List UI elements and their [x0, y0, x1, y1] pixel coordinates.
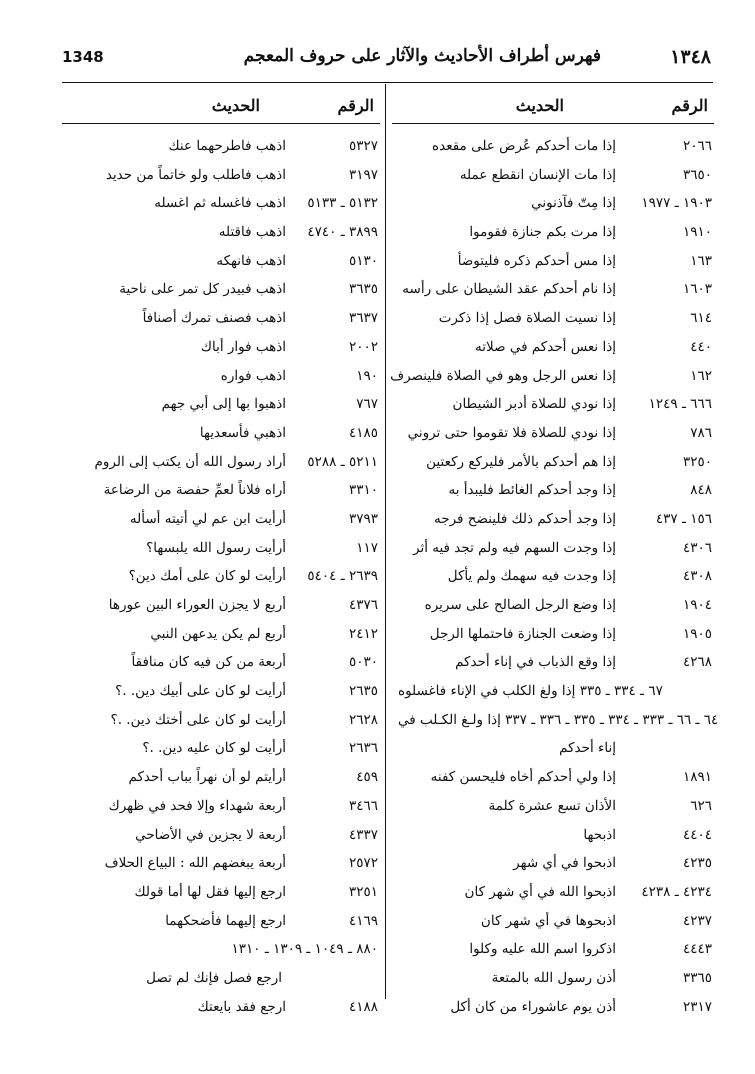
entry-number: ٢٤١٢: [348, 625, 378, 642]
entry-text: أراه فلاناً لعمِّ حفصة من الرضاعة: [103, 482, 286, 499]
entry-text: أذن رسول الله بالمتعة: [491, 969, 616, 986]
entry-number: ٣١٩٧: [348, 166, 378, 183]
entry-text: إذا مات الإنسان انقطع عمله: [459, 166, 616, 183]
entry-number: ٤٥٩: [356, 769, 378, 786]
index-entry: [62, 909, 380, 938]
index-entry: [392, 937, 714, 966]
entry-text: إذا ولي أحدكم أخاه فليحسن كفنه: [430, 769, 616, 786]
entry-number: ٢٦٣٦: [348, 740, 378, 757]
entry-number: ٥٣٢٧: [348, 138, 378, 154]
page-header: [62, 44, 711, 80]
entry-number: ١٦٢: [690, 367, 712, 384]
index-entry: [392, 650, 714, 679]
entry-text: ٦٧ ـ ٣٣٤ ـ ٣٣٥ إذا ولغ الكلب في الإناء فاغسلوه: [398, 683, 663, 700]
index-entry: [62, 392, 380, 421]
entry-text: الأذان تسع عشرة كلمة: [488, 797, 616, 814]
index-entry: [392, 507, 714, 536]
page-number-arabic: ١٣٤٨: [670, 46, 711, 68]
entry-text: أرأيتم لو أن نهراً بباب أحدكم: [128, 769, 286, 786]
entry-text: أرأيت لو كان عليه دين. .؟: [142, 740, 286, 757]
index-entry: [392, 823, 714, 852]
entry-number: ٥٢١١ ـ ٥٢٨٨: [307, 453, 378, 470]
entry-text: اذبحوها في أي شهر كان: [480, 912, 616, 929]
index-entry: [392, 966, 714, 995]
page-number-latin: 1348: [62, 48, 104, 66]
number-header: الرقم: [337, 96, 374, 115]
entry-number: ٣٣١٠: [348, 482, 378, 499]
entry-number: ٥٠٣٠: [348, 654, 378, 671]
entry-text: إذا مرت بكم جنازة فقوموا: [469, 224, 616, 241]
index-entry: [62, 765, 380, 794]
index-entry: [392, 163, 714, 192]
entry-text: اذهب فاطلب ولو خاتماً من حديد: [105, 166, 286, 183]
entry-text: إذا نام أحدكم عقد الشيطان على رأسه: [402, 281, 616, 298]
entry-number: ٧٨٦: [690, 424, 712, 441]
entry-number: ١١٧: [356, 539, 378, 556]
index-entry: [62, 478, 380, 507]
index-entry: [62, 708, 380, 737]
entry-list: [62, 134, 380, 1023]
index-entry: [62, 679, 380, 708]
index-entry: [62, 450, 380, 479]
entry-text: أربع لا يجزن العوراء البين عورها: [108, 597, 286, 613]
entry-number: ٢٦٣٩ ـ ٥٤٠٤: [307, 568, 378, 585]
entry-number: ٧٦٧: [356, 396, 378, 413]
entry-number: ٣٢٥٠: [682, 453, 712, 470]
index-entry: [62, 995, 380, 1024]
index-entry: [392, 277, 714, 306]
entry-number: ٢٠٦٦: [682, 138, 712, 154]
entry-number: ١٥٦ ـ ٤٣٧: [655, 510, 712, 527]
entry-text: اذبحها: [583, 826, 616, 843]
entry-text: أرأيت لو كان على أختك دين. .؟: [110, 711, 286, 728]
entry-number: ١٩٠٣ ـ ١٩٧٧: [641, 195, 712, 212]
index-entry: [392, 450, 714, 479]
entry-list: [390, 134, 719, 1023]
index-entry: [62, 937, 380, 966]
entry-number: ٤٣٠٨: [682, 568, 712, 585]
entry-number: ٥١٣٢ ـ ٥١٣٣: [307, 195, 378, 212]
entry-text: اذهبي فأسعديها: [199, 424, 286, 441]
header-underline: [392, 123, 714, 124]
hadith-header: الحديث: [211, 96, 260, 115]
index-entry: [392, 335, 714, 364]
index-entry: [392, 306, 714, 335]
index-entry: [392, 364, 714, 393]
entry-number: ٣٢٥١: [348, 883, 378, 900]
entry-text: إذا وقع الذباب في إناء أحدكم: [455, 654, 616, 671]
entry-text: اذهب فانهكه: [216, 252, 286, 269]
index-entry: [392, 880, 714, 909]
entry-text: إذا نسيت الصلاة فصل إذا ذكرت: [438, 310, 616, 327]
index-entry: [392, 249, 714, 278]
index-entry: [392, 679, 714, 708]
entry-number: ٥١٣٠: [348, 252, 378, 269]
entry-text: أراد رسول الله أن يكتب إلى الروم: [94, 453, 286, 470]
entry-text: اذهب فاغسله ثم اغسله: [154, 195, 286, 212]
index-entry: [392, 995, 714, 1024]
index-entry: [392, 220, 714, 249]
right-column: [390, 90, 719, 1023]
index-entry: [62, 507, 380, 536]
entry-text: أرأيت لو كان على أمك دين؟: [128, 568, 286, 585]
entry-number: ٢٥٧٢: [348, 855, 378, 872]
entry-text: أربع لم يكن يدعهن النبي: [150, 625, 286, 642]
entry-number: ١٩٠٥: [682, 625, 712, 642]
entry-text: ارجع إليهما فأضحكهما: [165, 912, 286, 929]
entry-text: اذبحوا الله في أي شهر كان: [464, 883, 616, 900]
index-entry: [392, 421, 714, 450]
entry-number: ٤٤٠٤: [682, 826, 712, 843]
header-rule: [62, 82, 713, 83]
index-entry: [62, 191, 380, 220]
left-column: [62, 90, 380, 1023]
entry-text: أذن يوم عاشوراء من كان أكل: [450, 998, 616, 1015]
index-entry: [62, 335, 380, 364]
entry-number: ٣٦٣٧: [348, 310, 378, 327]
index-entry: [62, 421, 380, 450]
entry-text: إذا نودي للصلاة أدبر الشيطان: [452, 396, 616, 413]
entry-text: أربعة من كن فيه كان منافقاً: [131, 654, 286, 671]
column-header: [62, 90, 380, 124]
entry-text: إذا نعس الرجل وهو في الصلاة فلينصرف: [390, 367, 616, 384]
header-underline: [62, 123, 380, 124]
number-header: الرقم: [671, 96, 708, 115]
entry-text: اذهب فوار أباك: [200, 338, 286, 355]
entry-number: ٤٢٦٨: [682, 654, 712, 671]
index-entry: [62, 851, 380, 880]
entry-number: ٤٣٧٦: [348, 597, 378, 613]
column-divider: [385, 84, 386, 999]
index-entry: [62, 364, 380, 393]
entry-number: ٣٦٣٥: [348, 281, 378, 298]
entry-text: إذا نعس أحدكم في صلاته: [475, 338, 616, 355]
index-entry: [392, 191, 714, 220]
entry-number: ٦١٤: [690, 310, 712, 327]
entry-number: ٢٣١٧: [682, 998, 712, 1015]
entry-number: ٤٢٣٥: [682, 855, 712, 872]
index-entry: [392, 708, 719, 737]
entry-text: ارجع فصل فإنك لم تصل: [146, 969, 282, 986]
entry-number: ٤١٨٨: [348, 998, 378, 1015]
index-entry: [62, 823, 380, 852]
entry-number: ٤٣٣٧: [348, 826, 378, 843]
entry-number: ٨٤٨: [690, 482, 712, 499]
entry-number: ٣٣٦٥: [682, 969, 712, 986]
entry-text: أرأيت رسول الله يلبسها؟: [146, 539, 286, 556]
entry-text: أرأيت لو كان على أبيك دين. .؟: [115, 683, 286, 700]
index-entry: [62, 966, 380, 995]
index-entry: [62, 736, 380, 765]
index-entry: [392, 478, 714, 507]
entry-number: ٣٤٦٦: [348, 797, 378, 814]
index-entry: [392, 851, 714, 880]
index-entry: [62, 564, 380, 593]
entry-number: ٣٧٩٣: [348, 510, 378, 527]
entry-text: اذهب فبيدر كل تمر على ناحية: [119, 281, 286, 298]
entry-text: إناء أحدكم: [559, 740, 616, 757]
index-entry: [392, 536, 714, 565]
entry-text: ارجع إليها فقل لها أما قولك: [134, 883, 286, 900]
index-entry: [62, 880, 380, 909]
entry-number: ١٩٠٤: [682, 597, 712, 613]
entry-number: ٤١٨٥: [348, 424, 378, 441]
entry-text: اذهبوا بها إلى أبي جهم: [161, 396, 286, 413]
entry-text: أربعة شهداء وإلا فحد في ظهرك: [108, 797, 286, 814]
index-entry: [392, 564, 714, 593]
index-entry: [62, 650, 380, 679]
entry-number: ٦٦٦ ـ ١٢٤٩: [648, 396, 712, 413]
entry-text: اذبحوا في أي شهر: [513, 855, 616, 872]
entry-text: إذا مس أحدكم ذكره فليتوضأ: [457, 252, 616, 269]
index-entry: [62, 622, 380, 651]
entry-number: ٣٦٥٠: [682, 166, 712, 183]
entry-text: إذا وجد أحدكم الغائط فليبدأ به: [448, 482, 616, 499]
entry-text: اذكروا اسم الله عليه وكلوا: [469, 941, 616, 958]
hadith-header: الحديث: [515, 96, 564, 115]
entry-text: اذهب فاقتله: [218, 224, 286, 241]
entry-number: ٢٠٠٢: [348, 338, 378, 355]
entry-text: إذا وجدت فيه سهمك ولم يأكل: [447, 568, 616, 585]
entry-number: ٤١٦٩: [348, 912, 378, 929]
index-entry: [392, 134, 714, 163]
running-title: فهرس أطراف الأحاديث والآثار على حروف المعجم: [243, 46, 601, 66]
entry-number: ٨٨٠ ـ ١٠٤٩ ـ ١٣٠٩ ـ ١٣١٠: [231, 941, 378, 958]
entry-number: ١٨٩١: [682, 769, 712, 786]
entry-text: اذهب فاطرحهما عنك: [168, 138, 286, 154]
index-entry: [62, 249, 380, 278]
entry-text: إذا هم أحدكم بالأمر فليركع ركعتين: [426, 453, 616, 470]
entry-number: ١٦٠٣: [682, 281, 712, 298]
entry-number: ٢٦٣٥: [348, 683, 378, 700]
entry-number: ٤٤٤٣: [682, 941, 712, 958]
entry-text: إذا نودي للصلاة فلا تقوموا حتى تروني: [407, 424, 616, 441]
index-entry: [62, 593, 380, 622]
index-entry: [392, 392, 714, 421]
entry-number: ١٦٣: [690, 252, 712, 269]
entry-text: أرأيت ابن عم لي أتيته أسأله: [129, 510, 286, 527]
index-entry: [392, 736, 714, 765]
entry-text: إذا وضعت الجنازة فاحتملها الرجل: [429, 625, 616, 642]
entry-text: إذا مات أحدكم عُرض على مقعده: [432, 138, 616, 154]
entry-text: اذهب فصنف تمرك أصنافاً: [142, 310, 286, 327]
entry-text: إذا وجد أحدكم ذلك فلينضح فرجه: [434, 510, 616, 527]
index-entry: [392, 794, 714, 823]
index-entry: [392, 622, 714, 651]
index-entry: [62, 220, 380, 249]
index-entry: [62, 306, 380, 335]
entry-number: ٣٨٩٩ ـ ٤٧٤٠: [307, 224, 378, 241]
entry-text: أربعة يبغضهم الله : البياع الحلاف: [104, 855, 286, 872]
entry-text: أربعة لا يجزين في الأضاحي: [135, 826, 286, 843]
index-entry: [62, 794, 380, 823]
entry-text: اذهب فواره: [220, 367, 286, 384]
index-entry: [62, 277, 380, 306]
column-header: [392, 90, 714, 124]
entry-text: إذا وضع الرجل الصالح على سريره: [424, 597, 616, 613]
entry-number: ٢٦٢٨: [348, 711, 378, 728]
entry-text: ارجع فقد بايعتك: [197, 998, 286, 1015]
entry-text: إذا مِتّ فآذنوني: [531, 195, 616, 212]
index-entry: [62, 163, 380, 192]
entry-number: ٤٢٣٤ ـ ٤٢٣٨: [641, 883, 712, 900]
entry-number: ١٩١٠: [682, 224, 712, 241]
index-entry: [62, 134, 380, 163]
index-entry: [62, 536, 380, 565]
entry-number: ٤٢٣٧: [682, 912, 712, 929]
entry-number: ٦٢٦: [690, 797, 712, 814]
entry-text: إذا وجدت السهم فيه ولم تجد فيه أثر: [413, 539, 616, 556]
entry-number: ١٩٠: [356, 367, 378, 384]
entry-number: ٤٤٠: [690, 338, 712, 355]
index-entry: [392, 593, 714, 622]
index-entry: [392, 765, 714, 794]
entry-number: ٤٣٠٦: [682, 539, 712, 556]
index-entry: [392, 909, 714, 938]
entry-text: ٦٤ ـ ٦٦ ـ ٣٣٣ ـ ٣٣٤ ـ ٣٣٥ ـ ٣٣٦ ـ ٣٣٧ إذا ولـغ الكـلب في: [398, 711, 719, 728]
